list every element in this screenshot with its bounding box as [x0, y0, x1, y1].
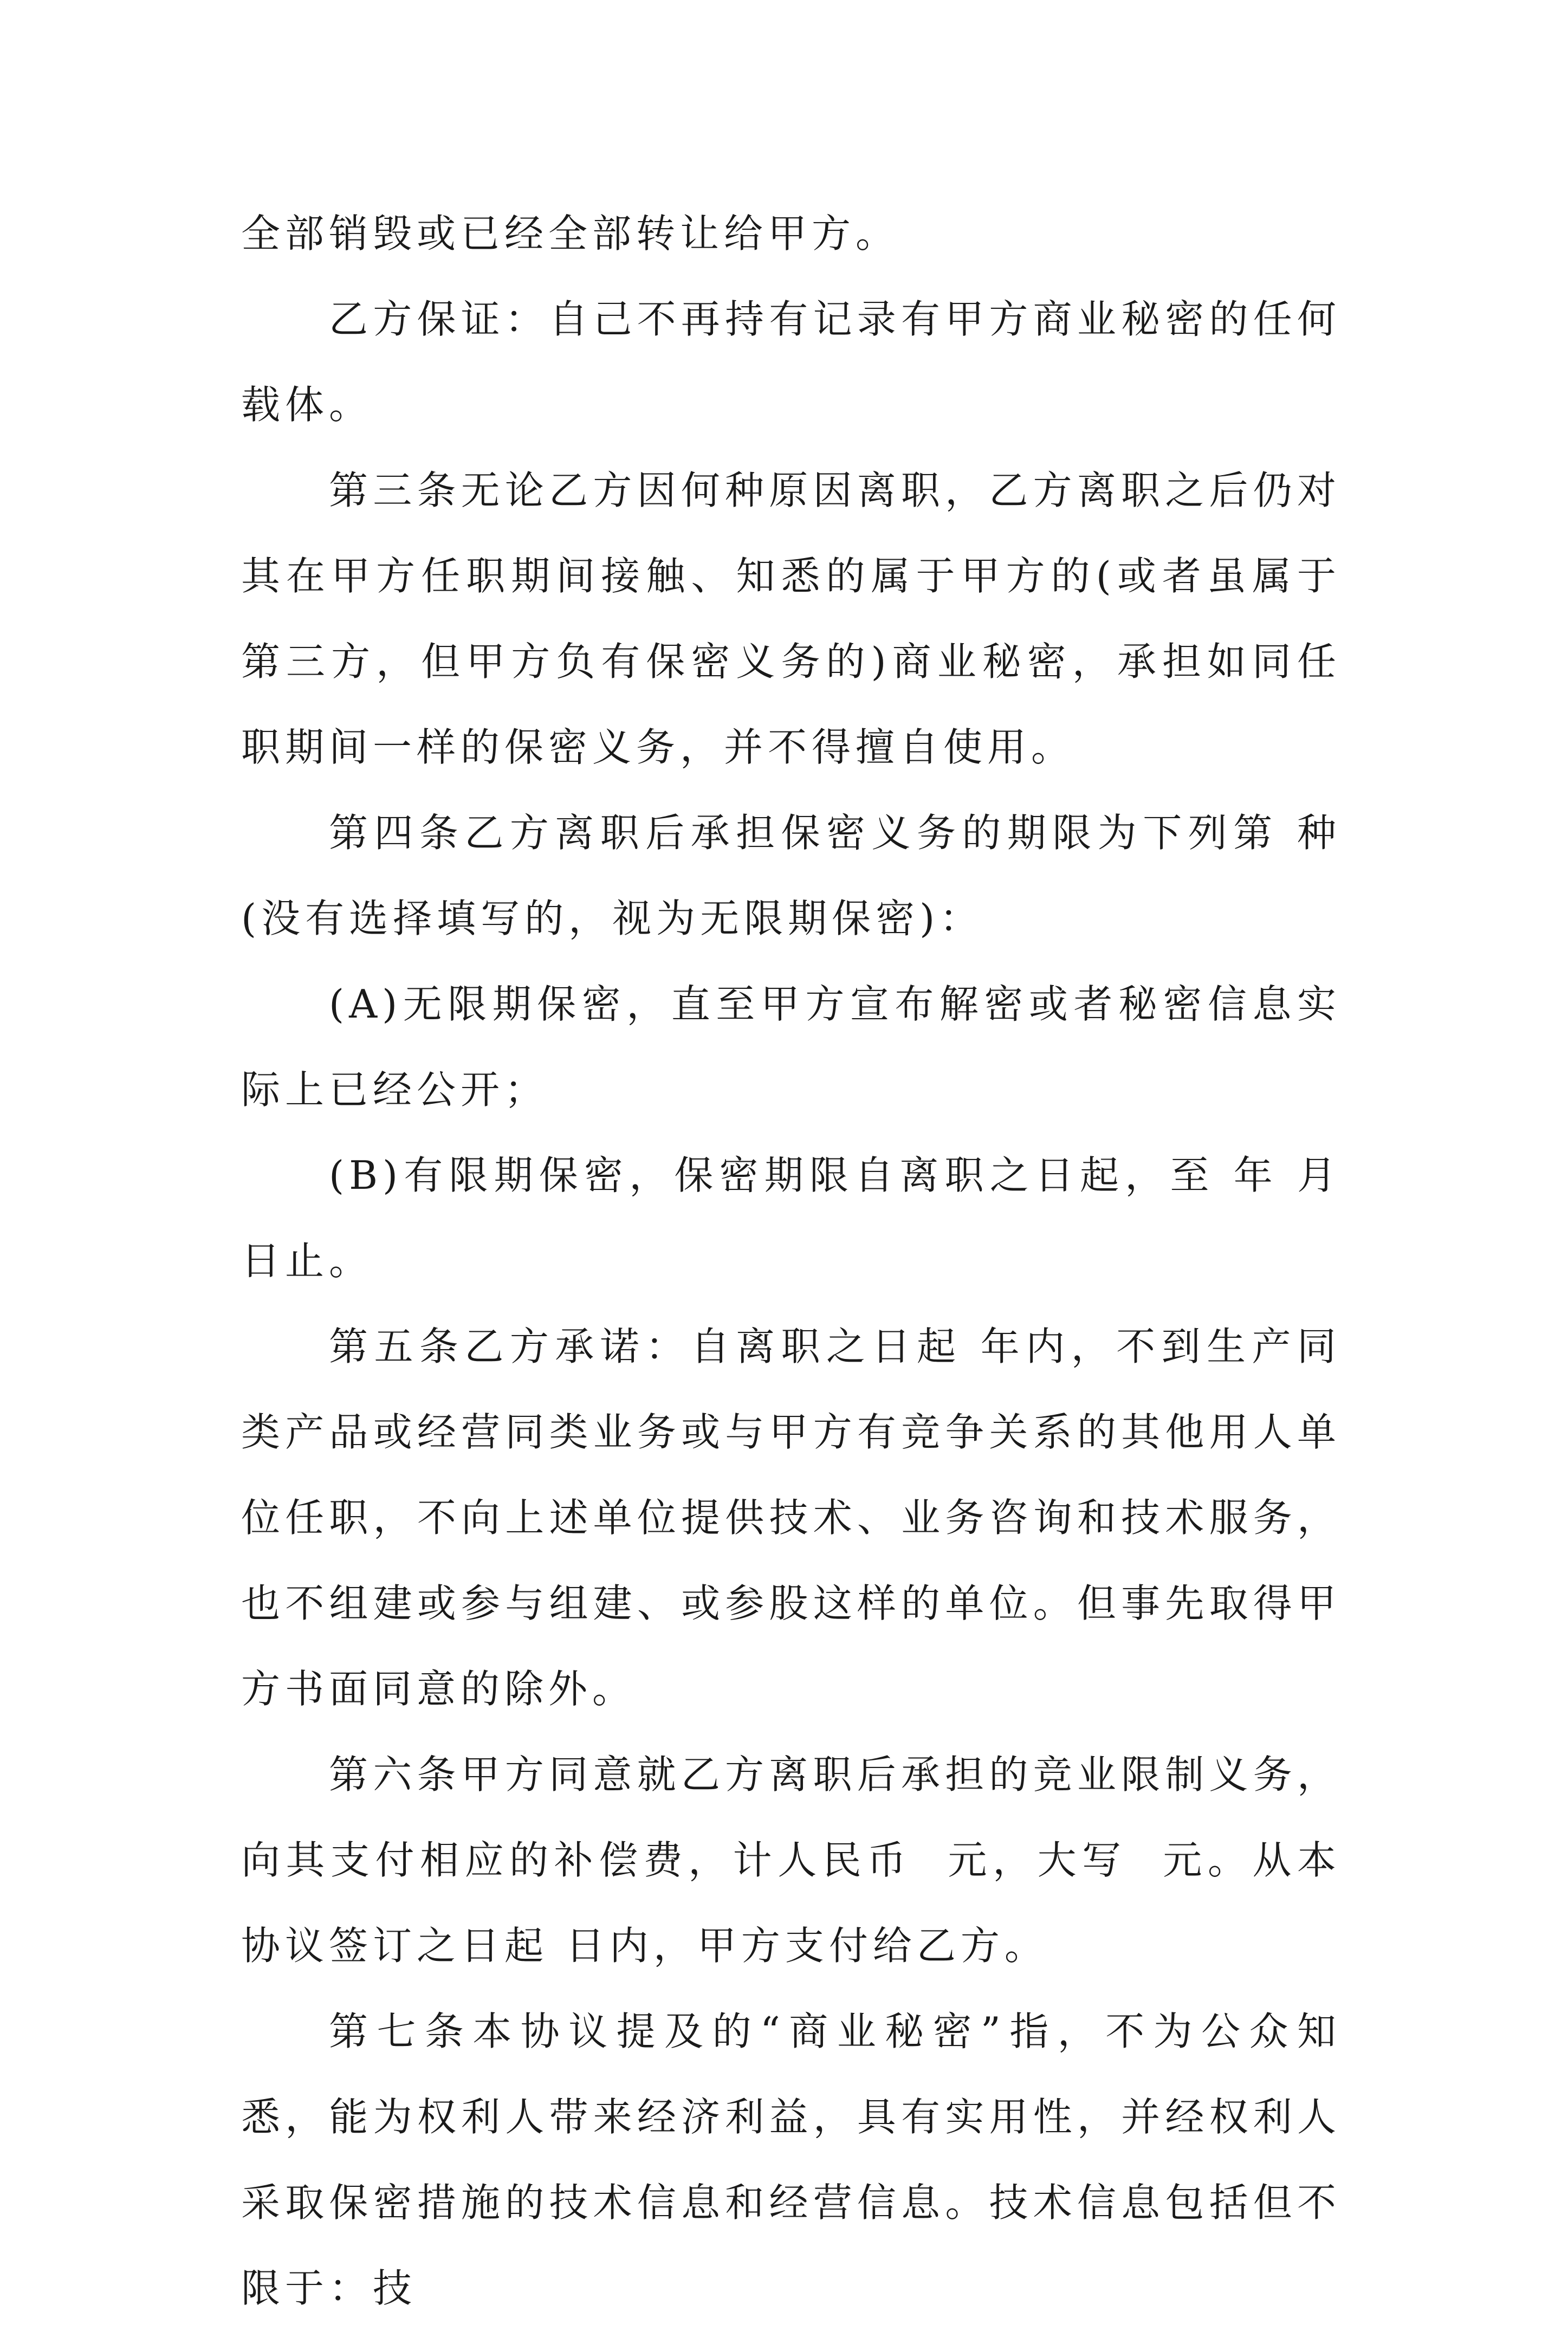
- paragraph-article-4: 第四条乙方离职后承担保密义务的期限为下列第 种(没有选择填写的，视为无限期保密)：: [241, 810, 1341, 941]
- paragraph-article-5: 第五条乙方承诺：自离职之日起 年内，不到生产同类产品或经营同类业务或与甲方有竞争关系的其他用人单位任职，不向上述单位提供技术、业务咨询和技术服务，也不组建或参与组建、或参股这样的单位。但事先取得甲方书面同意的除外。: [241, 1324, 1341, 1712]
- paragraph-continuation: 全部销毁或已经全部转让给甲方。: [241, 211, 900, 256]
- paragraph-article-3: 第三条无论乙方因何种原因离职，乙方离职之后仍对其在甲方任职期间接触、知悉的属于甲方的(或者虽属于第三方，但甲方负有保密义务的)商业秘密，承担如同任职期间一样的保密义务，并不得擅自使用。: [241, 468, 1341, 770]
- paragraph-guarantee: 乙方保证：自己不再持有记录有甲方商业秘密的任何载体。: [241, 296, 1341, 428]
- document-body: [241, 191, 1358, 2331]
- paragraph-article-6: 第六条甲方同意就乙方离职后承担的竞业限制义务，向其支付相应的补偿费，计人民币 元，大写 元。从本协议签订之日起 日内，甲方支付给乙方。: [241, 1752, 1341, 1969]
- paragraph-option-a: (A)无限期保密，直至甲方宣布解密或者秘密信息实际上已经公开；: [241, 981, 1341, 1112]
- paragraph-article-7: 第七条本协议提及的“商业秘密”指，不为公众知悉，能为权利人带来经济利益，具有实用性，并经权利人采取保密措施的技术信息和经营信息。技术信息包括但不限于：技: [241, 2009, 1341, 2311]
- paragraph-option-b: (B)有限期保密，保密期限自离职之日起，至 年 月 日止。: [241, 1152, 1358, 1284]
